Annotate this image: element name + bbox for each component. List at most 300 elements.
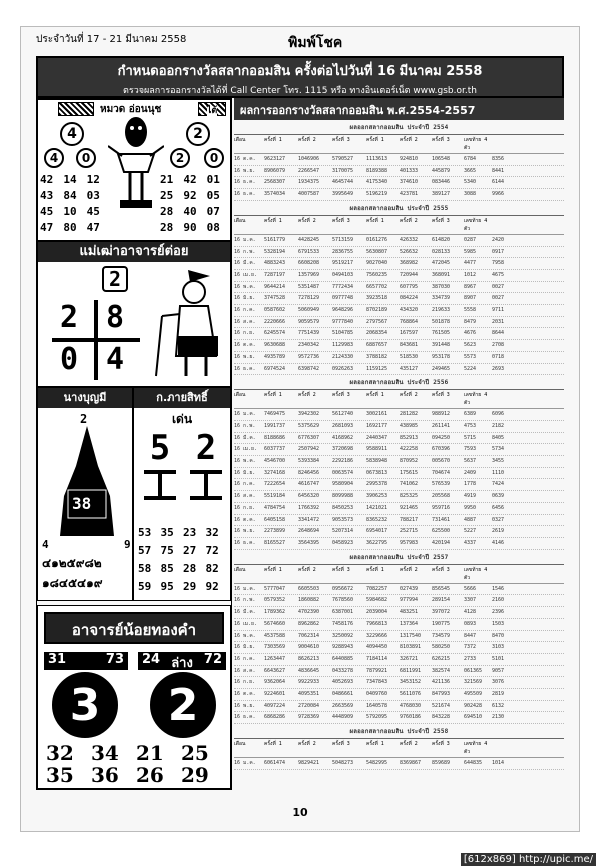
table-cell: 5161779	[264, 236, 286, 243]
table-cell: 5482995	[366, 760, 388, 767]
table-cell: 7560235	[366, 271, 388, 278]
results-section	[234, 375, 564, 549]
table-cell: 1012	[464, 271, 477, 278]
table-cell: 7082257	[366, 585, 388, 592]
circle-num-4: 2	[186, 122, 210, 146]
table-row	[234, 595, 564, 607]
table-cell: 1421021	[366, 504, 388, 511]
grid-cell: 36	[91, 763, 119, 787]
grid-cell: 35	[160, 526, 174, 539]
table-cell: 7222654	[264, 481, 286, 488]
table-cell: 5713159	[332, 236, 354, 243]
table-cell: 4887	[464, 516, 477, 523]
table-row	[234, 444, 564, 456]
table-cell: 420194	[432, 539, 451, 546]
table-cell: 5340	[464, 179, 477, 186]
table-cell: 16 พ.ย.	[234, 702, 256, 709]
grid-cell: 32	[205, 526, 219, 539]
table-cell: 16 มี.ค.	[234, 260, 256, 267]
table-cell: 16 ธ.ค.	[234, 191, 256, 198]
grid-cell: 47	[40, 221, 54, 234]
table-cell: 576539	[432, 481, 451, 488]
table-cell: 2124330	[332, 353, 354, 360]
grid-cell: 14	[63, 173, 77, 186]
table-cell: 8962862	[298, 620, 320, 627]
table-cell: 1778	[464, 481, 477, 488]
table-cell: 8447	[464, 632, 477, 639]
table-cell: 1046906	[298, 156, 320, 162]
table-cell: 4097224	[264, 702, 286, 709]
table-row	[234, 317, 564, 329]
table-cell: 1934375	[298, 179, 320, 186]
table-cell: 607795	[400, 283, 419, 290]
table-cell: 6776307	[298, 434, 320, 441]
table-cell: 4175340	[366, 179, 388, 186]
table-cell: 028133	[432, 248, 451, 255]
table-cell: 16 ธ.ค.	[234, 179, 256, 186]
table-cell: 16 ส.ค.	[234, 318, 256, 325]
table-cell: 16 พ.ย.	[234, 353, 256, 360]
column-header: ครั้งที่ 1	[366, 566, 384, 573]
grid-cell: 25	[181, 741, 209, 765]
table-cell: 0579352	[264, 597, 286, 604]
grid-cell: 59	[138, 580, 152, 593]
box4-number-grid	[138, 524, 228, 596]
table-row	[234, 584, 564, 596]
cross-num-b: 8	[106, 300, 125, 335]
column-header: เดือน	[234, 392, 246, 399]
table-cell: 1357969	[298, 271, 320, 278]
banner-line2: ตรวจผลการออกรางวัลได้ที่ Call Center โทร. 1115 หรือ ทางอินเตอร์เน็ต www.gsb.or.th	[123, 86, 477, 96]
table-cell: 8906079	[264, 167, 286, 174]
table-cell: 438985	[400, 422, 419, 429]
table-row	[234, 305, 564, 317]
table-cell: 7347843	[366, 679, 388, 686]
table-cell: 205568	[432, 493, 451, 500]
grid-cell: 40	[183, 205, 197, 218]
cross-num-c: 0	[60, 342, 79, 377]
table-cell: 5715	[464, 434, 477, 441]
table-cell: 8365232	[366, 516, 388, 523]
table-cell: 0063574	[332, 469, 354, 476]
box2-top-num: 2	[102, 266, 128, 292]
table-cell: 731461	[432, 516, 451, 523]
table-cell: 3923518	[366, 295, 388, 302]
table-cell: 249465	[432, 365, 451, 372]
table-row	[234, 433, 564, 445]
column-header: เลขท้าย 4 ตัว	[464, 392, 488, 407]
results-panel	[234, 98, 564, 790]
table-cell: 6037737	[264, 446, 286, 453]
table-cell: 870952	[400, 458, 419, 465]
table-cell: 7751439	[298, 330, 320, 337]
table-cell: 0917	[492, 248, 505, 255]
table-cell: 9777840	[332, 318, 354, 325]
table-cell: 16 พ.ย.	[234, 167, 256, 174]
grid-cell: 84	[63, 189, 77, 202]
table-cell: 2836755	[332, 248, 354, 255]
column-header: ครั้งที่ 3	[432, 137, 450, 143]
table-cell: 843681	[400, 342, 419, 349]
prediction-box-1	[37, 99, 231, 241]
column-header: ครั้งที่ 2	[400, 217, 418, 224]
table-cell: 521674	[432, 702, 451, 709]
table-cell: 8189388	[366, 167, 388, 174]
box5-big-2: 2	[150, 672, 216, 738]
table-cell: 5674660	[264, 620, 286, 627]
section-title: ผลออกสลากออมสิน ประจำปี 2556	[234, 375, 564, 390]
table-cell: 5328194	[264, 248, 286, 255]
table-cell: 4935789	[264, 353, 286, 360]
table-cell: 5637	[464, 458, 477, 465]
table-row	[234, 154, 564, 166]
table-cell: 694510	[464, 714, 483, 721]
table-row	[234, 293, 564, 305]
grid-cell: 07	[206, 205, 220, 218]
grid-cell: 03	[86, 189, 100, 202]
box5-title: อาจารย์น้อยทองคำ	[44, 612, 224, 644]
grid-cell: 57	[138, 544, 152, 557]
table-cell: 084224	[400, 295, 419, 302]
grid-cell: 95	[160, 580, 174, 593]
grid-cell: 42	[183, 173, 197, 186]
table-cell: 9728369	[298, 714, 320, 721]
table-cell: 289154	[432, 597, 451, 604]
grid-cell: 28	[183, 562, 197, 575]
table-cell: 7424	[492, 481, 505, 488]
table-cell: 3076	[492, 679, 505, 686]
table-row	[234, 666, 564, 678]
box5-tr: 73	[105, 652, 124, 667]
box5-tl2: 24	[142, 652, 161, 667]
table-cell: 16 พ.ค.	[234, 283, 256, 290]
table-cell: 761505	[432, 330, 451, 337]
table-row	[234, 503, 564, 515]
box3-mid: 38	[72, 494, 92, 513]
table-cell: 0027	[492, 295, 505, 302]
table-cell: 2693	[492, 365, 505, 372]
table-cell: 2420	[492, 236, 505, 243]
column-header: ครั้งที่ 2	[298, 392, 316, 399]
table-cell: 1789362	[264, 609, 286, 616]
column-header: ครั้งที่ 1	[366, 741, 384, 748]
column-header: ครั้งที่ 2	[298, 137, 316, 143]
table-cell: 16 เม.ย.	[234, 446, 257, 453]
table-cell: 219633	[432, 307, 451, 314]
table-cell: 368982	[400, 260, 419, 267]
label-under: ไต้	[198, 102, 226, 116]
cross-num-a: 2	[60, 300, 79, 335]
results-section	[234, 120, 564, 201]
results-section	[234, 201, 564, 375]
table-cell: 8644	[492, 330, 505, 337]
table-row	[234, 166, 564, 178]
table-cell: 9057	[492, 667, 505, 674]
table-cell: 6974524	[264, 365, 286, 372]
table-cell: 8369867	[400, 760, 422, 767]
grid-cell: 45	[40, 205, 54, 218]
table-cell: 0977748	[332, 295, 354, 302]
table-cell: 4919	[464, 493, 477, 500]
table-cell: 3574034	[264, 191, 286, 198]
table-cell: 8103891	[400, 644, 422, 651]
table-cell: 5792095	[366, 714, 388, 721]
table-cell: 843228	[432, 714, 451, 721]
table-cell: 6456	[492, 504, 505, 511]
table-cell: 6811991	[400, 667, 422, 674]
column-headers	[234, 739, 564, 758]
table-cell: 6245574	[264, 330, 286, 337]
grid-cell: 28	[160, 205, 174, 218]
column-headers	[234, 390, 564, 409]
table-cell: 9922933	[298, 679, 320, 686]
table-cell: 6608208	[298, 260, 320, 267]
table-cell: 8479	[464, 318, 477, 325]
table-cell: 2507942	[298, 446, 320, 453]
grid-cell: 10	[63, 205, 77, 218]
column-header: เลขท้าย 4 ตัว	[464, 217, 488, 232]
table-cell: 5573	[464, 353, 477, 360]
grid-cell: 29	[181, 763, 209, 787]
column-header: ครั้งที่ 3	[432, 392, 450, 399]
table-cell: 0893	[464, 620, 477, 627]
table-cell: 0486661	[332, 691, 354, 698]
table-row	[234, 712, 564, 724]
banner-line1: กำหนดออกรางวัลสลากออมสิน ครั้งต่อไปวันที่ 16 มีนาคม 2558	[117, 64, 483, 79]
table-cell: 7966813	[366, 620, 388, 627]
table-cell: 5104785	[332, 330, 354, 337]
table-cell: 16 มิ.ย.	[234, 295, 256, 302]
table-cell: 1991737	[264, 422, 286, 429]
table-cell: 1766392	[298, 504, 320, 511]
table-cell: 3453152	[400, 679, 422, 686]
table-cell: 8356	[492, 156, 505, 162]
table-row	[234, 409, 564, 421]
column-header: ครั้งที่ 3	[332, 217, 350, 224]
table-cell: 8188686	[264, 434, 286, 441]
table-cell: 16 ต.ค.	[234, 516, 256, 523]
table-cell: 1317540	[400, 632, 422, 639]
table-cell: 16 ก.ค.	[234, 307, 256, 314]
table-cell: 5734	[492, 446, 505, 453]
cross-num-d: 4	[106, 342, 125, 377]
table-cell: 9829421	[298, 760, 320, 767]
table-cell: 4616747	[298, 481, 320, 488]
table-cell: 852913	[400, 434, 419, 441]
table-cell: 6387001	[332, 609, 354, 616]
table-cell: 16 เม.ย.	[234, 620, 257, 627]
table-cell: 281282	[400, 411, 419, 418]
table-cell: 472045	[432, 260, 451, 267]
table-cell: 421136	[432, 679, 451, 686]
table-row	[234, 689, 564, 701]
table-cell: 4676	[464, 330, 477, 337]
table-cell: 1640578	[366, 702, 388, 709]
grid-cell: 21	[160, 173, 174, 186]
table-cell: 902428	[464, 702, 483, 709]
table-cell: 495509	[464, 691, 483, 698]
table-cell: 3250092	[332, 632, 354, 639]
table-cell: 734579	[432, 632, 451, 639]
table-cell: 670396	[432, 446, 451, 453]
table-cell: 061365	[464, 667, 483, 674]
grid-cell: 05	[206, 189, 220, 202]
table-cell: 5611076	[400, 691, 422, 698]
table-cell: 7958	[492, 260, 505, 267]
table-cell: 5790527	[332, 156, 354, 162]
table-cell: 8405	[492, 434, 505, 441]
table-cell: 501878	[432, 318, 451, 325]
table-cell: 7303569	[264, 644, 286, 651]
table-cell: 8907	[464, 295, 477, 302]
table-cell: 1129983	[332, 342, 354, 349]
table-cell: 4168962	[332, 434, 354, 441]
table-cell: 3455	[492, 458, 505, 465]
table-cell: 3665	[464, 167, 477, 174]
table-cell: 5196219	[366, 191, 388, 198]
table-cell: 7287197	[264, 271, 286, 278]
table-cell: 5777047	[264, 585, 286, 592]
table-cell: 4753	[464, 422, 477, 429]
table-cell: 334739	[432, 295, 451, 302]
table-cell: 9572736	[298, 353, 320, 360]
table-cell: 856545	[432, 585, 451, 592]
table-cell: 7678560	[332, 597, 354, 604]
grid-cell: 01	[206, 173, 220, 186]
results-sections	[234, 120, 564, 770]
hatched-label-left	[58, 102, 94, 116]
table-cell: 2031	[492, 318, 505, 325]
table-row	[234, 258, 564, 270]
table-cell: 5984682	[366, 597, 388, 604]
column-header: ครั้งที่ 1	[264, 137, 282, 143]
circle-num-6: 0	[204, 148, 224, 168]
column-header: ครั้งที่ 3	[432, 566, 450, 573]
table-cell: 374610	[400, 179, 419, 186]
grid-cell: 42	[40, 173, 54, 186]
table-cell: 6887657	[366, 342, 388, 349]
mascot-illustration	[108, 114, 164, 214]
table-cell: 368091	[432, 271, 451, 278]
table-cell: 0494103	[332, 271, 354, 278]
table-cell: 6405158	[264, 516, 286, 523]
table-cell: 7372	[464, 644, 477, 651]
grid-cell: 72	[205, 544, 219, 557]
table-row	[234, 491, 564, 503]
table-cell: 5227	[464, 528, 477, 535]
table-cell: 4007587	[298, 191, 320, 198]
table-cell: 7458176	[332, 620, 354, 627]
table-cell: 4546700	[264, 458, 286, 465]
table-cell: 0287	[464, 236, 477, 243]
box4-num-a: 5	[149, 428, 171, 468]
table-cell: 3088	[464, 191, 477, 198]
table-cell: 7593	[464, 446, 477, 453]
table-cell: 175615	[400, 469, 419, 476]
table-cell: 6954017	[366, 528, 388, 535]
table-cell: 4702390	[298, 609, 320, 616]
column-header	[492, 136, 520, 152]
table-cell: 3720698	[332, 446, 354, 453]
table-cell: 2797567	[366, 318, 388, 325]
table-cell: 9711	[492, 307, 505, 314]
table-cell: 625500	[432, 528, 451, 535]
left-number-grid	[40, 172, 110, 236]
table-cell: 2266547	[298, 167, 320, 174]
table-cell: 397072	[432, 609, 451, 616]
stupa-illustration	[52, 426, 122, 538]
table-cell: 847993	[432, 691, 451, 698]
table-cell: 4836645	[298, 667, 320, 674]
table-cell: 16 ก.พ.	[234, 248, 256, 255]
table-row	[234, 177, 564, 189]
table-cell: 16 ม.ค.	[234, 411, 256, 418]
column-headers	[234, 135, 564, 154]
table-cell: 8470	[492, 632, 505, 639]
column-header: ครั้งที่ 3	[332, 392, 350, 399]
table-cell: 9288943	[332, 644, 354, 651]
table-cell: 16 ต.ค.	[234, 342, 256, 349]
table-cell: 3002161	[366, 411, 388, 418]
results-section	[234, 550, 564, 724]
table-cell: 6868286	[264, 714, 286, 721]
grid-cell: 53	[138, 526, 152, 539]
grid-cell: 29	[183, 580, 197, 593]
column-header: เลขท้าย 4 ตัว	[464, 566, 488, 581]
table-cell: 321569	[464, 679, 483, 686]
table-cell: 6791533	[298, 248, 320, 255]
column-header: ครั้งที่ 2	[298, 741, 316, 748]
announcement-banner	[36, 56, 564, 98]
table-cell: 2440347	[366, 434, 388, 441]
box5-number-grid	[46, 742, 226, 786]
table-cell: 6144	[492, 179, 505, 186]
table-cell: 1113613	[366, 156, 388, 162]
table-cell: 6657702	[366, 283, 388, 290]
table-cell: 0433278	[332, 667, 354, 674]
table-cell: 387030	[432, 283, 451, 290]
table-cell: 953178	[432, 353, 451, 360]
table-cell: 9027040	[366, 260, 388, 267]
table-cell: 9580904	[332, 481, 354, 488]
table-cell: 7469475	[264, 411, 286, 418]
table-row	[234, 642, 564, 654]
table-cell: 3622795	[366, 539, 388, 546]
table-cell: 9224601	[264, 691, 286, 698]
table-cell: 5558	[464, 307, 477, 314]
table-cell: 4428245	[298, 236, 320, 243]
table-row	[234, 758, 564, 770]
table-cell: 0587602	[264, 307, 286, 314]
column-header: เดือน	[234, 217, 246, 224]
prediction-box-2	[37, 241, 231, 387]
table-cell: 190775	[432, 620, 451, 627]
table-cell: 1860882	[298, 597, 320, 604]
table-cell: 391448	[432, 342, 451, 349]
table-cell: 0409760	[366, 691, 388, 698]
table-cell: 4477	[464, 260, 477, 267]
table-cell: 5985	[464, 248, 477, 255]
column-header: ครั้งที่ 3	[332, 741, 350, 748]
table-cell: 16 ธ.ค.	[234, 539, 256, 546]
label-name: อ่อนนุช	[128, 104, 162, 115]
table-row	[234, 364, 564, 376]
old-woman-illustration	[150, 266, 228, 384]
column-header: ครั้งที่ 1	[264, 741, 282, 748]
table-cell: 9760186	[400, 714, 422, 721]
table-cell: 2681093	[332, 422, 354, 429]
table-cell: 2292186	[332, 458, 354, 465]
